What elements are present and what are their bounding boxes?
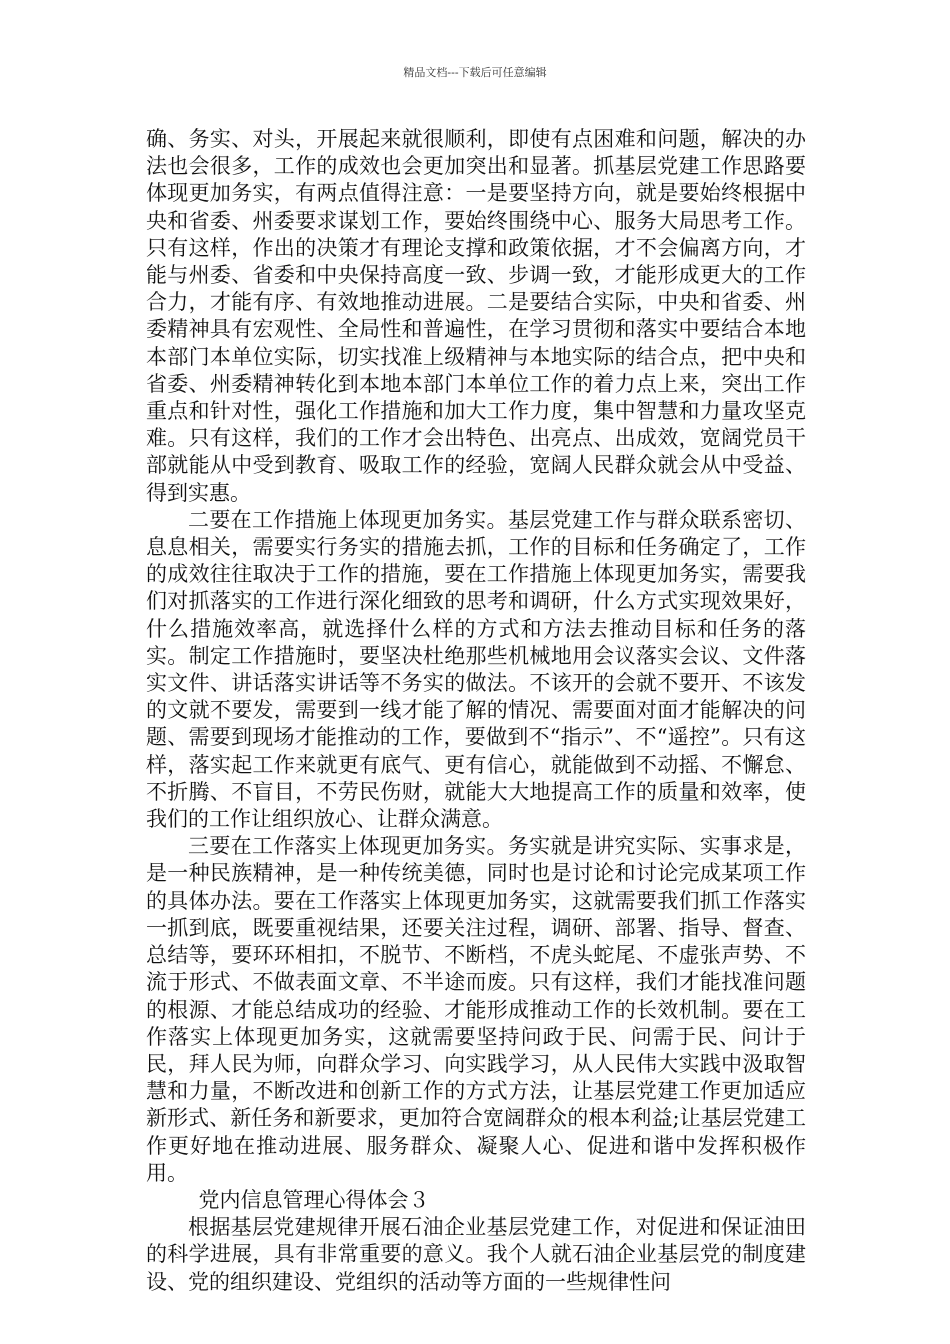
paragraph-3: 三要在工作落实上体现更加务实。务实就是讲究实际、实事求是，是一种民族精神，是一种传统美德，同时也是讨论和讨论完成某项工作的具体办法。要在工作落实上体现更加务实，这就需要我们抓工作落实一抓到底，既要重视结果，还要关注过程，调研、部署、指导、督查、总结等，要环环相扣，不脱节、不断档，不虎头蛇尾、不虚张声势、不流于形式、不做表面文章、不半途而废。只有这样，我们才能找准问题的根源、才能总结成功的经验、才能形成推动工作的长效机制。要在工作落实上体现更加务实，这就需要坚持问政于民、问需于民、问计于民，拜人民为师，向群众学习、向实践学习，从人民伟大实践中汲取智慧和力量，不断改进和创新工作的方式方法，让基层党建工作更加适应新形式、新任务和新要求，更加符合宽阔群众的根本利益;让基层党建工作更好地在推动进展、服务群众、凝聚人心、促进和谐中发挥积极作用。 bbox=[146, 834, 806, 1185]
paragraph-1: 确、务实、对头，开展起来就很顺利，即使有点困难和问题，解决的办法也会很多，工作的成效也会更加突出和显著。抓基层党建工作思路要体现更加务实，有两点值得注意：一是要坚持方向，就是要始终根据中央和省委、州委要求谋划工作，要始终围绕中心、服务大局思考工作。只有这样，作出的决策才有理论支撑和政策依据，才不会偏离方向，才能与州委、省委和中央保持高度一致、步调一致，才能形成更大的工作合力，才能有序、有效地推动进展。二是要结合实际，中央和省委、州委精神具有宏观性、全局性和普遍性，在学习贯彻和落实中要结合本地本部门本单位实际，切实找准上级精神与本地实际的结合点，把中央和省委、州委精神转化到本地本部门本单位工作的着力点上来，突出工作重点和针对性，强化工作措施和加大工作力度，集中智慧和力量攻坚克难。只有这样，我们的工作才会出特色、出亮点、出成效，宽阔党员干部就能从中受到教育、吸取工作的经验，宽阔人民群众就会从中受益、得到实惠。 bbox=[146, 127, 806, 505]
paragraph-2: 二要在工作措施上体现更加务实。基层党建工作与群众联系密切、息息相关，需要实行务实的措施去抓，工作的目标和任务确定了，工作的成效往往取决于工作的措施，要在工作措施上体现更加务实，需要我们对抓落实的工作进行深化细致的思考和调研，什么方式实现效果好，什么措施效率高，就选择什么样的方式和方法去推动目标和任务的落实。制定工作措施时，要坚决杜绝那些机械地用会议落实会议、文件落实文件、讲话落实讲话等不务实的做法。不该开的会就不要开、不该发的文就不要发，需要到一线才能了解的情况、需要面对面才能解决的问题、需要到现场才能推动的工作，要做到不“指示”、不“遥控”。只有这样，落实起工作来就更有底气、更有信心，就能做到不动摇、不懈怠、不折腾、不盲目，不劳民伤财，就能大大地提高工作的质量和效率，使我们的工作让组织放心、让群众满意。 bbox=[146, 507, 806, 832]
page-header: 精品文档---下载后可任意编辑 bbox=[403, 66, 547, 79]
section-title: 党内信息管理心得体会３ bbox=[198, 1187, 430, 1212]
document-body bbox=[146, 126, 806, 1296]
paragraph-4: 根据基层党建规律开展石油企业基层党建工作，对促进和保证油田的科学进展，具有非常重要的意义。我个人就石油企业基层党的制度建设、党的组织建设、党组织的活动等方面的一些规律性问 bbox=[146, 1215, 806, 1294]
